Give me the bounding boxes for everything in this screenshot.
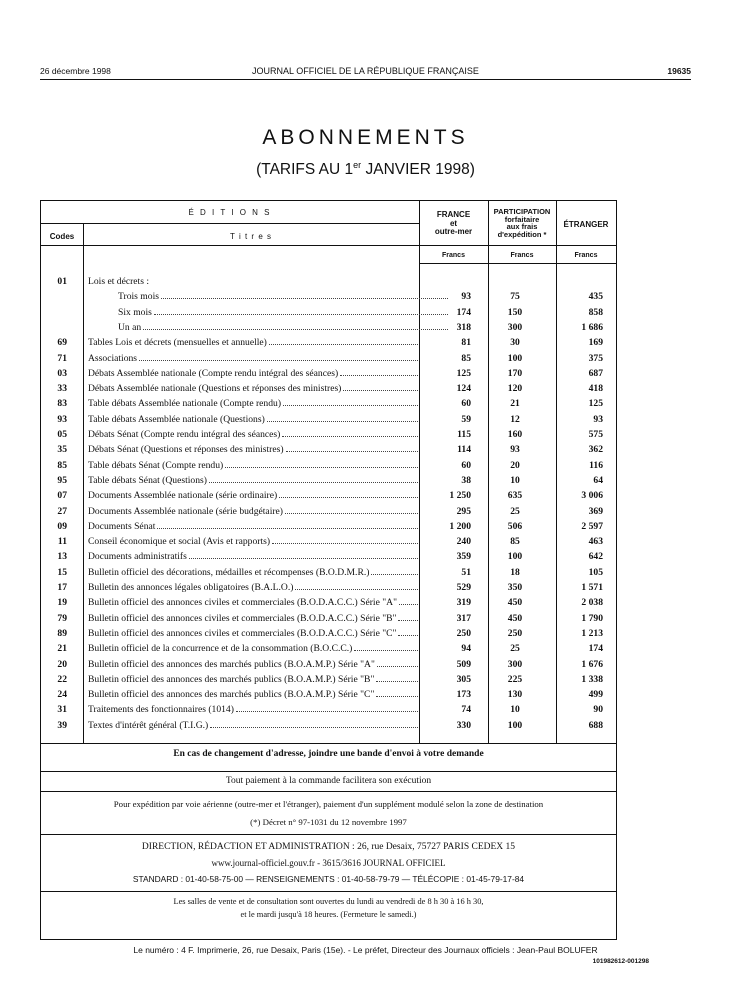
row-title-text: Bulletin officiel de la concurrence et de la consommation (B.O.C.C.) bbox=[88, 643, 353, 655]
row-participation-price: 30 bbox=[510, 337, 520, 349]
row-title-text: Débats Assemblée nationale (Compte rendu intégral des séances) bbox=[88, 367, 339, 379]
row-france-price: 174 bbox=[456, 306, 471, 318]
row-title-text: Bulletin des annonces légales obligatoires (B.A.L.O.) bbox=[88, 582, 294, 593]
row-participation-price: 93 bbox=[510, 444, 520, 456]
row-title-text: Bulletin officiel des annonces civiles et commerciales (B.O.D.A.C.C.) Série "C" bbox=[88, 627, 397, 639]
table-row bbox=[41, 291, 616, 306]
leader-dots bbox=[340, 368, 418, 376]
row-title-text: Bulletin officiel des annonces civiles et commerciales (B.O.D.A.C.C.) Série "A" bbox=[88, 597, 397, 609]
row-etranger-price: 499 bbox=[588, 689, 603, 701]
row-title bbox=[88, 720, 418, 731]
row-france-price: 114 bbox=[457, 444, 471, 456]
row-title bbox=[88, 643, 418, 654]
row-code: 20 bbox=[57, 658, 67, 670]
table-row bbox=[41, 353, 616, 368]
leader-dots bbox=[399, 597, 418, 605]
row-etranger-price: 1 571 bbox=[581, 582, 603, 593]
row-participation-price: 635 bbox=[507, 490, 523, 502]
leader-dots bbox=[354, 643, 418, 651]
row-etranger-price: 858 bbox=[588, 306, 603, 318]
table-row bbox=[41, 613, 616, 628]
leader-dots bbox=[161, 291, 448, 299]
table-row bbox=[41, 689, 616, 704]
row-france-price: 295 bbox=[456, 505, 471, 517]
notes-rule-1 bbox=[41, 771, 616, 772]
row-etranger-price: 93 bbox=[593, 413, 603, 425]
row-participation-price: 300 bbox=[507, 321, 523, 333]
france-header-line-3: outre-mer bbox=[434, 227, 473, 236]
france-unit: Francs bbox=[442, 252, 465, 259]
table-row bbox=[41, 720, 616, 735]
row-code: 69 bbox=[57, 337, 67, 349]
table-row bbox=[41, 429, 616, 444]
header-bottom-rule bbox=[41, 245, 616, 246]
row-title bbox=[88, 674, 418, 685]
row-france-price: 51 bbox=[461, 566, 471, 578]
table-row bbox=[41, 521, 616, 536]
row-title bbox=[88, 490, 418, 501]
row-title-text: Conseil économique et social (Avis et rapports) bbox=[88, 536, 271, 548]
leader-dots bbox=[398, 613, 418, 621]
etranger-header: ÉTRANGER bbox=[563, 220, 609, 229]
header-journal-title: JOURNAL OFFICIEL DE LA RÉPUBLIQUE FRANÇAISE bbox=[252, 66, 479, 76]
row-title bbox=[88, 444, 418, 455]
row-participation-price: 12 bbox=[510, 413, 520, 425]
row-etranger-price: 1 686 bbox=[581, 321, 603, 333]
participation-header-line-4: d'expédition * bbox=[497, 229, 547, 239]
decree-note: (*) Décret n° 97-1031 du 12 novembre 1997 bbox=[250, 817, 407, 827]
row-france-price: 59 bbox=[461, 413, 471, 425]
row-etranger-price: 105 bbox=[588, 566, 603, 578]
row-france-price: 317 bbox=[456, 612, 471, 624]
row-participation-price: 10 bbox=[510, 704, 520, 716]
row-code: 89 bbox=[57, 627, 67, 639]
table-row bbox=[41, 506, 616, 521]
leader-dots bbox=[189, 551, 418, 559]
row-code: 03 bbox=[57, 367, 67, 379]
row-title bbox=[88, 398, 418, 409]
row-title bbox=[88, 429, 418, 440]
row-title-text: Six mois bbox=[118, 306, 152, 318]
row-france-price: 85 bbox=[461, 352, 471, 364]
row-france-price: 240 bbox=[456, 536, 471, 548]
row-title-text: Bulletin officiel des annonces des marchés publics (B.O.A.M.P.) Série "A" bbox=[88, 658, 375, 670]
row-etranger-price: 2 597 bbox=[581, 520, 603, 532]
row-code: 79 bbox=[57, 612, 67, 624]
row-france-price: 330 bbox=[456, 719, 471, 731]
row-title-text: Bulletin officiel des annonces des marchés publics (B.O.A.M.P.) Série "C" bbox=[88, 689, 375, 701]
row-title-text: Documents administratifs bbox=[88, 551, 187, 563]
row-etranger-price: 642 bbox=[588, 551, 603, 563]
row-code: 17 bbox=[57, 582, 67, 593]
table-row bbox=[41, 414, 616, 429]
row-etranger-price: 463 bbox=[588, 536, 603, 548]
row-title bbox=[88, 383, 418, 394]
row-france-price: 60 bbox=[461, 398, 471, 410]
table-bottom-rule bbox=[41, 743, 616, 744]
row-title bbox=[88, 475, 418, 486]
table-row bbox=[41, 398, 616, 413]
row-title-text: Bulletin officiel des annonces des marchés publics (B.O.A.M.P.) Série "B" bbox=[88, 673, 375, 685]
row-code: 21 bbox=[57, 643, 67, 655]
codes-header: Codes bbox=[49, 232, 75, 241]
row-title bbox=[88, 521, 418, 532]
leader-dots bbox=[283, 398, 418, 406]
air-mail-note: Pour expédition par voie aérienne (outre-mer et l'étranger), paiement d'un supplément modulé selon la zone de destination bbox=[113, 799, 544, 809]
row-participation-price: 450 bbox=[507, 612, 523, 624]
row-title bbox=[88, 460, 418, 471]
row-title-text: Textes d'intérêt général (T.I.G.) bbox=[88, 719, 209, 731]
table-row bbox=[41, 536, 616, 551]
row-participation-price: 120 bbox=[507, 383, 523, 395]
row-etranger-price: 1 213 bbox=[581, 627, 603, 639]
row-participation-price: 506 bbox=[507, 520, 523, 532]
row-title bbox=[88, 567, 418, 578]
row-code: 83 bbox=[57, 398, 67, 410]
table-row bbox=[41, 475, 616, 490]
row-code: 13 bbox=[57, 551, 67, 563]
row-code: 35 bbox=[57, 444, 67, 456]
row-title-text: Bulletin officiel des annonces civiles et commerciales (B.O.D.A.C.C.) Série "B" bbox=[88, 612, 397, 624]
tariff-table bbox=[40, 200, 617, 940]
row-france-price: 93 bbox=[461, 291, 471, 303]
row-participation-price: 300 bbox=[507, 658, 523, 670]
row-participation-price: 250 bbox=[507, 627, 523, 639]
row-title bbox=[88, 322, 448, 333]
table-row bbox=[41, 444, 616, 459]
table-row bbox=[41, 337, 616, 352]
leader-dots bbox=[286, 444, 418, 452]
row-etranger-price: 169 bbox=[588, 337, 603, 349]
row-code: 71 bbox=[57, 352, 67, 364]
header-date: 26 décembre 1998 bbox=[40, 66, 111, 76]
france-header-line-1: FRANCE bbox=[436, 210, 471, 219]
row-code: 22 bbox=[57, 673, 67, 685]
row-france-price: 359 bbox=[456, 551, 471, 563]
units-rule bbox=[419, 263, 616, 264]
leader-dots bbox=[376, 689, 418, 697]
row-participation-price: 20 bbox=[510, 459, 520, 471]
table-row bbox=[41, 276, 616, 291]
row-participation-price: 100 bbox=[507, 719, 523, 731]
row-title-text: Documents Sénat bbox=[88, 520, 156, 532]
opening-hours-2: et le mardi jusqu'à 18 heures. (Fermeture le samedi.) bbox=[240, 910, 417, 919]
row-code: 19 bbox=[57, 597, 67, 609]
row-participation-price: 100 bbox=[507, 551, 523, 563]
row-france-price: 305 bbox=[456, 673, 471, 685]
payment-note: Tout paiement à la commande facilitera son exécution bbox=[225, 776, 432, 786]
row-participation-price: 100 bbox=[507, 352, 523, 364]
row-etranger-price: 125 bbox=[588, 398, 603, 410]
row-france-price: 1 250 bbox=[449, 490, 471, 502]
row-france-price: 250 bbox=[456, 627, 471, 639]
row-title bbox=[88, 307, 448, 318]
subtitle-prefix: (TARIFS AU 1 bbox=[256, 161, 354, 179]
row-etranger-price: 2 038 bbox=[581, 597, 603, 609]
editions-header: É D I T I O N S bbox=[188, 208, 272, 217]
row-title-text: Un an bbox=[118, 321, 142, 333]
leader-dots bbox=[376, 674, 418, 682]
header-rule bbox=[40, 79, 691, 80]
subtitle-superscript: er bbox=[353, 160, 362, 170]
row-france-price: 38 bbox=[461, 474, 471, 486]
row-title-text: Table débats Sénat (Questions) bbox=[88, 474, 207, 486]
notes-rule-2 bbox=[41, 791, 616, 792]
row-participation-price: 85 bbox=[510, 536, 520, 548]
subtitle-suffix: JANVIER 1998) bbox=[361, 161, 475, 179]
leader-dots bbox=[157, 521, 418, 529]
row-title-text: Table débats Sénat (Compte rendu) bbox=[88, 459, 224, 471]
row-france-price: 125 bbox=[456, 367, 471, 379]
row-title bbox=[88, 659, 418, 670]
table-row bbox=[41, 597, 616, 612]
row-title bbox=[88, 506, 418, 517]
row-participation-price: 130 bbox=[507, 689, 523, 701]
row-participation-price: 21 bbox=[510, 398, 520, 410]
row-participation-price: 450 bbox=[507, 597, 523, 609]
row-title-text: Bulletin officiel des décorations, médailles et récompenses (B.O.D.M.R.) bbox=[88, 566, 370, 578]
leader-dots bbox=[139, 353, 418, 361]
row-title-text: Documents Assemblée nationale (série budgétaire) bbox=[88, 505, 284, 517]
row-france-price: 509 bbox=[456, 658, 471, 670]
row-france-price: 529 bbox=[456, 582, 471, 593]
table-row bbox=[41, 322, 616, 337]
row-title-text: Lois et décrets : bbox=[88, 276, 150, 287]
notes-rule-3 bbox=[41, 834, 616, 835]
table-row bbox=[41, 659, 616, 674]
row-code: 15 bbox=[57, 566, 67, 578]
leader-dots bbox=[236, 704, 418, 712]
leader-dots bbox=[272, 536, 418, 544]
leader-dots bbox=[343, 383, 418, 391]
row-title bbox=[88, 582, 418, 593]
change-address-note: En cas de changement d'adresse, joindre une bande d'envoi à votre demande bbox=[173, 749, 484, 759]
row-code: 11 bbox=[57, 536, 67, 548]
titres-header: T i t r e s bbox=[230, 232, 272, 241]
participation-header-line-3: aux frais bbox=[506, 222, 538, 231]
row-etranger-price: 688 bbox=[588, 719, 603, 731]
row-participation-price: 150 bbox=[507, 306, 523, 318]
leader-dots bbox=[154, 307, 448, 315]
row-participation-price: 75 bbox=[510, 291, 520, 303]
row-code: 09 bbox=[57, 520, 67, 532]
leader-dots bbox=[285, 506, 418, 514]
leader-dots bbox=[209, 475, 418, 483]
row-title bbox=[88, 536, 418, 547]
row-title bbox=[88, 613, 418, 624]
row-etranger-price: 369 bbox=[588, 505, 603, 517]
leader-dots bbox=[210, 720, 418, 728]
row-code: 01 bbox=[57, 276, 67, 287]
leader-dots bbox=[225, 460, 418, 468]
row-title bbox=[88, 414, 418, 425]
row-title-text: Associations bbox=[88, 352, 138, 364]
row-title bbox=[88, 276, 418, 287]
table-row bbox=[41, 490, 616, 505]
table-row bbox=[41, 307, 616, 322]
row-code: 95 bbox=[57, 474, 67, 486]
row-participation-price: 225 bbox=[507, 673, 523, 685]
leader-dots bbox=[269, 337, 418, 345]
leader-dots bbox=[279, 490, 418, 498]
table-row bbox=[41, 704, 616, 719]
notes-rule-4 bbox=[41, 891, 616, 892]
row-title-text: Table débats Assemblée nationale (Questions) bbox=[88, 413, 265, 425]
table-row bbox=[41, 460, 616, 475]
leader-dots bbox=[143, 322, 448, 330]
table-row bbox=[41, 628, 616, 643]
participation-header-line-1: PARTICIPATION bbox=[493, 207, 551, 216]
table-row bbox=[41, 368, 616, 383]
direction-address: DIRECTION, RÉDACTION ET ADMINISTRATION : 26, rue Desaix, 75727 PARIS CEDEX 15 bbox=[141, 842, 516, 852]
row-etranger-price: 174 bbox=[588, 643, 603, 655]
table-row bbox=[41, 643, 616, 658]
row-title-text: Documents Assemblée nationale (série ordinaire) bbox=[88, 490, 278, 502]
france-header-line-2: et bbox=[449, 218, 458, 228]
table-row bbox=[41, 674, 616, 689]
row-title-text: Table débats Assemblée nationale (Compte rendu) bbox=[88, 398, 282, 410]
row-title-text: Débats Sénat (Questions et réponses des ministres) bbox=[88, 444, 284, 456]
row-title-text: Débats Assemblée nationale (Questions et réponses des ministres) bbox=[88, 383, 342, 395]
row-code: 31 bbox=[57, 704, 67, 716]
row-code: 07 bbox=[57, 490, 67, 502]
row-participation-price: 25 bbox=[510, 505, 520, 517]
row-france-price: 60 bbox=[461, 459, 471, 471]
row-etranger-price: 435 bbox=[588, 291, 603, 303]
row-title-text: Débats Sénat (Compte rendu intégral des séances) bbox=[88, 429, 281, 440]
row-etranger-price: 375 bbox=[588, 352, 603, 364]
france-header bbox=[419, 211, 488, 237]
row-title-text: Traitements des fonctionnaires (1014) bbox=[88, 704, 234, 716]
leader-dots bbox=[398, 628, 418, 636]
row-france-price: 124 bbox=[456, 383, 471, 395]
row-participation-price: 18 bbox=[510, 566, 520, 578]
leader-dots bbox=[267, 414, 418, 422]
row-title bbox=[88, 368, 418, 379]
row-etranger-price: 64 bbox=[593, 474, 603, 486]
row-etranger-price: 1 676 bbox=[581, 658, 603, 670]
leader-dots bbox=[282, 429, 418, 437]
row-code: 05 bbox=[57, 429, 67, 440]
table-row bbox=[41, 567, 616, 582]
row-etranger-price: 687 bbox=[588, 367, 603, 379]
leader-dots bbox=[377, 659, 418, 667]
row-participation-price: 25 bbox=[510, 643, 520, 655]
row-participation-price: 350 bbox=[507, 582, 523, 593]
table-row bbox=[41, 582, 616, 597]
header-page-number: 19635 bbox=[667, 66, 691, 76]
row-participation-price: 170 bbox=[507, 367, 523, 379]
website-line: www.journal-officiel.gouv.fr - 3615/3616 JOURNAL OFFICIEL bbox=[211, 858, 446, 868]
row-title bbox=[88, 551, 418, 562]
row-title bbox=[88, 291, 448, 302]
editions-rule bbox=[41, 223, 419, 224]
row-france-price: 1 200 bbox=[449, 520, 471, 532]
row-etranger-price: 90 bbox=[593, 704, 603, 716]
phone-numbers: STANDARD : 01-40-58-75-00 — RENSEIGNEMENTS : 01-40-58-79-79 — TÉLÉCOPIE : 01-45-79-17-84 bbox=[132, 874, 525, 884]
row-code: 33 bbox=[57, 383, 67, 395]
row-title bbox=[88, 628, 418, 639]
row-france-price: 94 bbox=[461, 643, 471, 655]
row-participation-price: 160 bbox=[507, 429, 523, 440]
row-title bbox=[88, 597, 418, 608]
row-france-price: 319 bbox=[456, 597, 471, 609]
row-participation-price: 10 bbox=[510, 474, 520, 486]
row-etranger-price: 418 bbox=[588, 383, 603, 395]
row-etranger-price: 362 bbox=[588, 444, 603, 456]
row-code: 39 bbox=[57, 719, 67, 731]
row-etranger-price: 1 338 bbox=[581, 673, 603, 685]
row-france-price: 115 bbox=[457, 429, 471, 440]
row-etranger-price: 1 790 bbox=[581, 612, 603, 624]
leader-dots bbox=[295, 582, 418, 590]
row-etranger-price: 116 bbox=[589, 459, 603, 471]
opening-hours-1: Les salles de vente et de consultation sont ouvertes du lundi au vendredi de 8 h 30 à 16 h 30, bbox=[173, 897, 484, 906]
page-title: ABONNEMENTS bbox=[262, 126, 469, 149]
etranger-unit: Francs bbox=[574, 252, 598, 259]
leader-dots bbox=[371, 567, 418, 575]
row-code: 85 bbox=[57, 459, 67, 471]
row-code: 27 bbox=[57, 505, 67, 517]
participation-header bbox=[488, 208, 556, 238]
row-title-text: Trois mois bbox=[118, 291, 159, 303]
row-code: 24 bbox=[57, 689, 67, 701]
row-france-price: 81 bbox=[461, 337, 471, 349]
row-code: 93 bbox=[57, 413, 67, 425]
row-title bbox=[88, 689, 418, 700]
row-title bbox=[88, 353, 418, 364]
row-title-text: Tables Lois et décrets (mensuelles et annuelle) bbox=[88, 337, 267, 349]
row-etranger-price: 575 bbox=[588, 429, 603, 440]
participation-header-line-2: forfaitaire bbox=[504, 214, 540, 224]
footer-imprint: Le numéro : 4 F. Imprimerie, 26, rue Desaix, Paris (15e). - Le préfet, Directeur des Journaux officiels : Jean-Paul BOLUFER bbox=[133, 945, 598, 955]
footer-reference: 101982612-001298 bbox=[592, 958, 649, 965]
table-row bbox=[41, 551, 616, 566]
row-france-price: 74 bbox=[461, 704, 471, 716]
table-row bbox=[41, 383, 616, 398]
participation-unit: Francs bbox=[510, 252, 534, 259]
row-france-price: 173 bbox=[456, 689, 471, 701]
row-title bbox=[88, 704, 418, 715]
page-subtitle bbox=[0, 160, 731, 179]
row-france-price: 318 bbox=[456, 321, 471, 333]
row-etranger-price: 3 006 bbox=[581, 490, 603, 502]
row-title bbox=[88, 337, 418, 348]
